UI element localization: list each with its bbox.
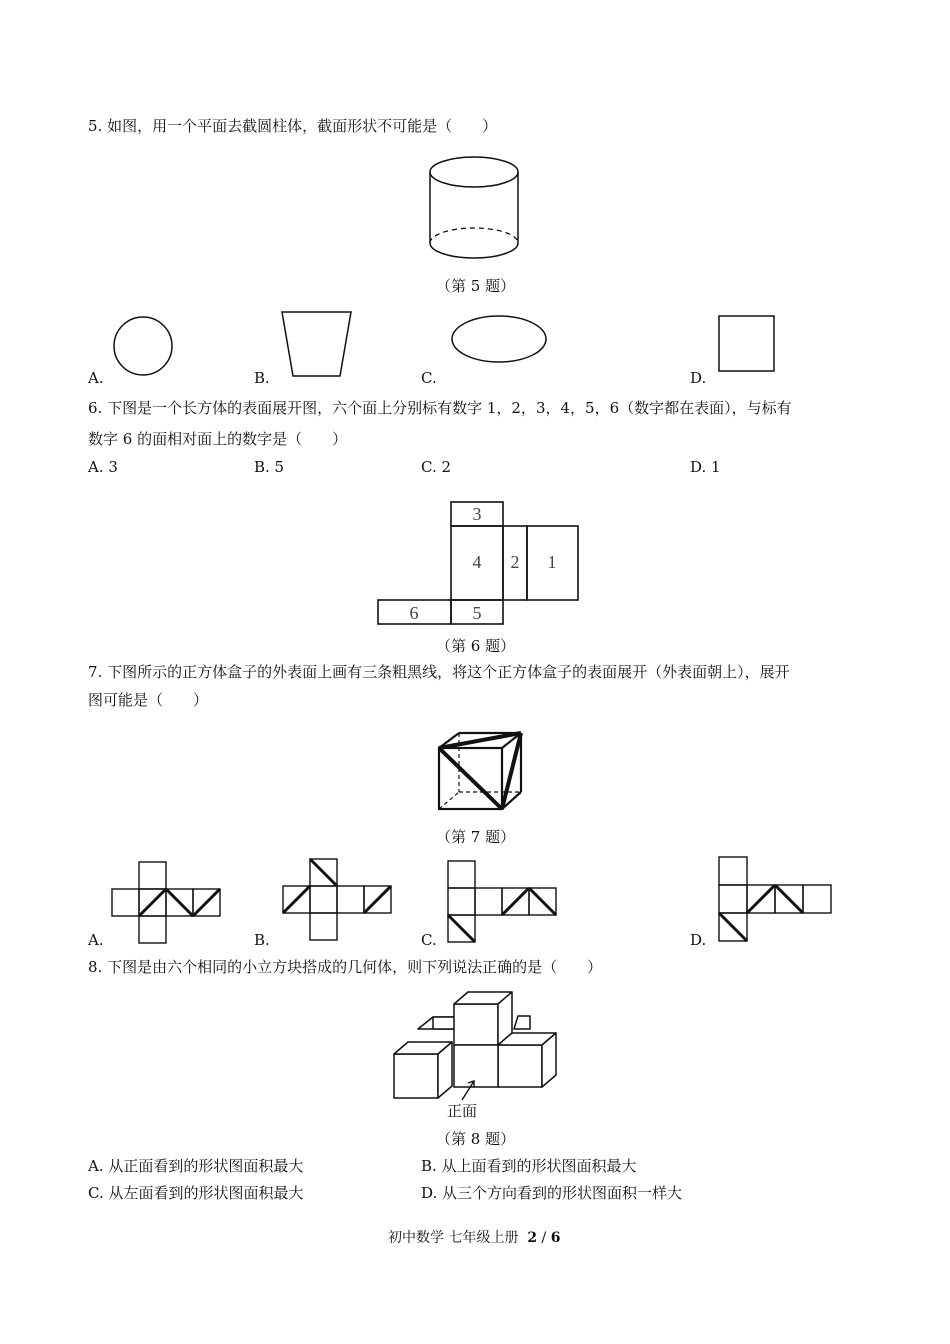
q7-stem-line1: 7. 下图所示的正方体盒子的外表面上画有三条粗黑线，将这个正方体盒子的表面展开（外表面朝上），展开	[88, 663, 790, 681]
q6-option-a: A. 3	[88, 458, 118, 476]
q6-net-number-4: 4	[472, 552, 482, 572]
page-footer	[388, 1228, 560, 1248]
q7-option-b-label: B.	[254, 931, 270, 949]
q6-net-number-6: 6	[409, 603, 419, 623]
q5-option-b-label: B.	[254, 369, 270, 387]
q6-net-figure	[376, 500, 582, 628]
q7-option-c-net	[447, 860, 557, 944]
q8-option-a: A. 从正面看到的形状图面积最大	[88, 1157, 304, 1175]
q5-option-d-square	[717, 314, 777, 374]
q8-option-c: C. 从左面看到的形状图面积最大	[88, 1184, 304, 1202]
q6-net-number-3: 3	[472, 504, 482, 524]
q6-net-number-1: 1	[547, 552, 557, 572]
q5-option-a-circle	[112, 316, 176, 376]
footer-separator: /	[537, 1230, 551, 1246]
q8-front-label: 正面	[447, 1102, 478, 1120]
q7-caption: （第 7 题）	[436, 828, 516, 846]
q7-stem-line2: 图可能是（ ）	[88, 691, 209, 709]
q8-cubes-figure	[390, 988, 560, 1120]
q6-caption: （第 6 题）	[436, 637, 516, 655]
q5-caption: （第 5 题）	[436, 277, 516, 295]
q7-option-d-label: D.	[690, 931, 707, 949]
q8-stem: 8. 下图是由六个相同的小立方块搭成的几何体，则下列说法正确的是（ ）	[88, 958, 603, 976]
q5-option-a-label: A.	[88, 369, 104, 387]
q7-cube-figure	[436, 730, 526, 812]
footer-subject: 初中数学 七年级上册	[388, 1230, 519, 1246]
footer-page-number: 2	[527, 1230, 538, 1246]
q5-option-d-label: D.	[690, 369, 707, 387]
q6-net-number-5: 5	[472, 603, 482, 623]
q6-net-number-2: 2	[510, 552, 520, 572]
q7-option-a-net	[111, 861, 221, 945]
q7-option-b-net	[282, 858, 392, 942]
q6-stem-line2: 数字 6 的面相对面上的数字是（ ）	[88, 430, 348, 448]
q5-stem: 5. 如图，用一个平面去截圆柱体，截面形状不可能是（ ）	[88, 117, 498, 135]
q5-option-c-label: C.	[421, 369, 437, 387]
q5-option-c-ellipse	[450, 314, 550, 366]
q8-option-b: B. 从上面看到的形状图面积最大	[421, 1157, 637, 1175]
q6-option-b: B. 5	[254, 458, 285, 476]
q7-option-c-label: C.	[421, 931, 437, 949]
q5-option-b-trapezoid	[280, 310, 354, 380]
footer-page-total: 6	[550, 1230, 561, 1246]
q6-option-c: C. 2	[421, 458, 452, 476]
q7-option-d-net	[718, 856, 832, 942]
q5-cylinder-figure	[428, 155, 523, 265]
q8-caption: （第 8 题）	[436, 1130, 516, 1148]
q7-option-a-label: A.	[88, 931, 104, 949]
q6-stem-line1: 6. 下图是一个长方体的表面展开图，六个面上分别标有数字 1，2，3，4，5，6（数字都在表面），与标有	[88, 399, 792, 417]
q6-option-d: D. 1	[690, 458, 721, 476]
q8-option-d: D. 从三个方向看到的形状图面积一样大	[421, 1184, 683, 1202]
